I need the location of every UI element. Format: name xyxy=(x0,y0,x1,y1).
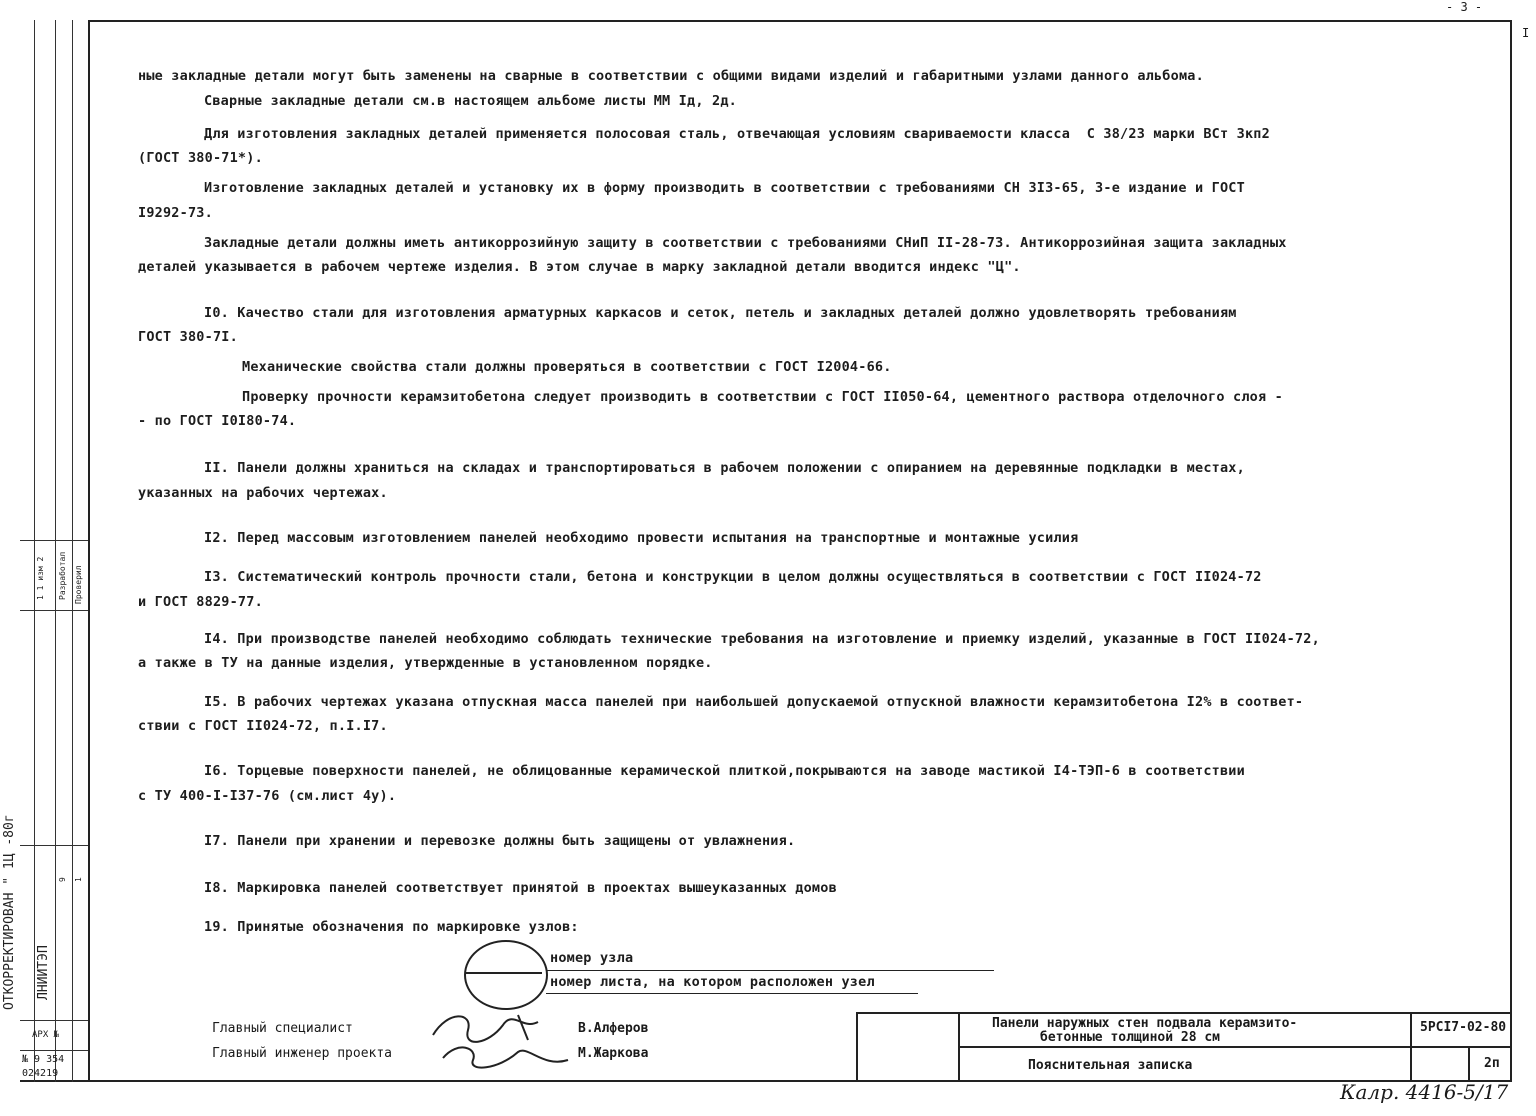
frame-border-right xyxy=(1510,20,1512,1082)
text-line: I4. При производстве панелей необходимо соблюдать технические требования на изготовление и приемку изделий, указанные в ГОСТ II024-72, xyxy=(204,631,1320,647)
title-subtitle: Пояснительная записка xyxy=(1028,1058,1193,1073)
signature-name-1: В.Алферов xyxy=(578,1021,649,1036)
text-line: I7. Панели при хранении и перевозке должны быть защищены от увлажнения. xyxy=(204,833,796,849)
legend-node-number: номер узла xyxy=(550,950,634,966)
text-line: (ГОСТ 380-71*). xyxy=(138,150,263,166)
text-line: I9292-73. xyxy=(138,205,213,221)
title-block-divider xyxy=(856,1012,858,1080)
sheet-number: 2п xyxy=(1484,1056,1500,1071)
text-line: I8. Маркировка панелей соответствует принятой в проектах вышеуказанных домов xyxy=(204,880,837,896)
strip-date: 024219 xyxy=(22,1068,59,1079)
page-marker: - 3 - xyxy=(1446,0,1483,14)
text-line: а также в ТУ на данные изделия, утвержденные в установленном порядке. xyxy=(138,655,713,671)
text-line: Сварные закладные детали см.в настоящем альбоме листы ММ Iд, 2д. xyxy=(204,93,737,109)
strip-correction-note: ОТКОРРЕКТИРОВАН " 1Ц -80г xyxy=(2,814,17,1010)
text-line: I3. Систематический контроль прочности стали, бетона и конструкции в целом должны осуществляться в соответствии с ГОСТ II024-72 xyxy=(204,569,1262,585)
text-line: деталей указывается в рабочем чертеже изделия. В этом случае в марку закладной детали вводится индекс "Ц". xyxy=(138,259,1021,275)
leader-line xyxy=(546,993,918,994)
signature-role-2: Главный инженер проекта xyxy=(212,1046,393,1061)
strip-num1: 9 xyxy=(58,877,67,882)
edge-marker: I xyxy=(1522,26,1530,40)
node-circle-divider xyxy=(466,972,542,974)
title-block-top-line xyxy=(856,1012,1510,1014)
text-line: I0. Качество стали для изготовления арматурных каркасов и сеток, петель и закладных деталей должно удовлетворять требованиям xyxy=(204,305,1237,321)
strip-row-line xyxy=(20,1020,88,1021)
signature-role-1: Главный специалист xyxy=(212,1021,353,1036)
text-line: и ГОСТ 8829-77. xyxy=(138,594,263,610)
handwritten-signature xyxy=(428,1000,578,1080)
strip-inventory: № 9 354 xyxy=(22,1054,65,1065)
text-line: - по ГОСТ I0I80-74. xyxy=(138,413,297,429)
text-line: Закладные детали должны иметь антикоррозийную защиту в соответствии с требованиями СНиП II-28-73. Антикоррозийная защита закладных xyxy=(204,235,1287,251)
title-line-1: Панели наружных стен подвала керамзито- xyxy=(992,1016,1298,1031)
legend-sheet-number: номер листа, на котором расположен узел xyxy=(550,974,875,990)
text-line: I6. Торцевые поверхности панелей, не облицованные керамической плиткой,покрываются на заводе мастикой I4-ТЭП-6 в соответствии xyxy=(204,763,1245,779)
text-line: ГОСТ 380-7I. xyxy=(138,329,238,345)
title-block-mid-line xyxy=(958,1046,1510,1048)
text-line: ствии с ГОСТ II024-72, п.I.I7. xyxy=(138,718,388,734)
text-line: ные закладные детали могут быть заменены на сварные в соответствии с общими видами изделий и габаритными узлами данного альбома. xyxy=(138,68,1204,84)
handwritten-registration-number: Калр. 4416-5/17 xyxy=(1340,1080,1509,1104)
strip-divider xyxy=(55,20,56,1082)
strip-developed: Разработал xyxy=(58,551,67,600)
frame-border-bottom xyxy=(20,1080,1512,1082)
strip-divider xyxy=(34,20,35,1082)
strip-row-line xyxy=(20,1050,88,1051)
text-line: Проверку прочности керамзитобетона следует производить в соответствии с ГОСТ II050-64, цементного раствора отделочного слоя - xyxy=(242,389,1283,405)
text-line: II. Панели должны храниться на складах и транспортироваться в рабочем положении с опиранием на деревянные подкладки в местах, xyxy=(204,460,1245,476)
strip-divider xyxy=(72,20,73,1082)
text-line: 19. Принятые обозначения по маркировке узлов: xyxy=(204,919,579,935)
frame-border-top xyxy=(88,20,1512,22)
strip-izm: 1 1 изм 2 xyxy=(36,556,45,600)
strip-row-line xyxy=(20,845,88,846)
strip-checked: Проверил xyxy=(74,565,83,604)
text-line: I5. В рабочих чертежах указана отпускная масса панелей при наибольшей допускаемой отпускной влажности керамзитобетона I2% в соответ- xyxy=(204,694,1304,710)
strip-archive-label: АРХ № xyxy=(32,1030,60,1040)
text-line: Для изготовления закладных деталей применяется полосовая сталь, отвечающая условиям свариваемости класса С 38/23 марки ВСт 3кп2 xyxy=(204,126,1270,142)
text-line: с ТУ 400-I-I37-76 (см.лист 4у). xyxy=(138,788,397,804)
strip-org: ЛНИИТЭП xyxy=(36,945,51,1000)
leader-line xyxy=(546,970,994,971)
text-line: Механические свойства стали должны проверяться в соответствии с ГОСТ I2004-66. xyxy=(242,359,892,375)
title-block-divider xyxy=(1468,1046,1470,1080)
strip-row-line xyxy=(20,540,88,541)
strip-row-line xyxy=(20,610,88,611)
signature-name-2: М.Жаркова xyxy=(578,1046,649,1061)
strip-num2: 1 xyxy=(74,877,83,882)
text-line: I2. Перед массовым изготовлением панелей необходимо провести испытания на транспортные и монтажные усилия xyxy=(204,530,1079,546)
text-line: указанных на рабочих чертежах. xyxy=(138,485,388,501)
title-line-2: бетонные толщиной 28 см xyxy=(1040,1030,1221,1045)
text-line: Изготовление закладных деталей и установку их в форму производить в соответствии с требованиями СН 3I3-65, 3-е издание и ГОСТ xyxy=(204,180,1245,196)
frame-border-left xyxy=(88,20,90,1082)
document-code: 5РСI7-02-80 xyxy=(1420,1020,1507,1035)
